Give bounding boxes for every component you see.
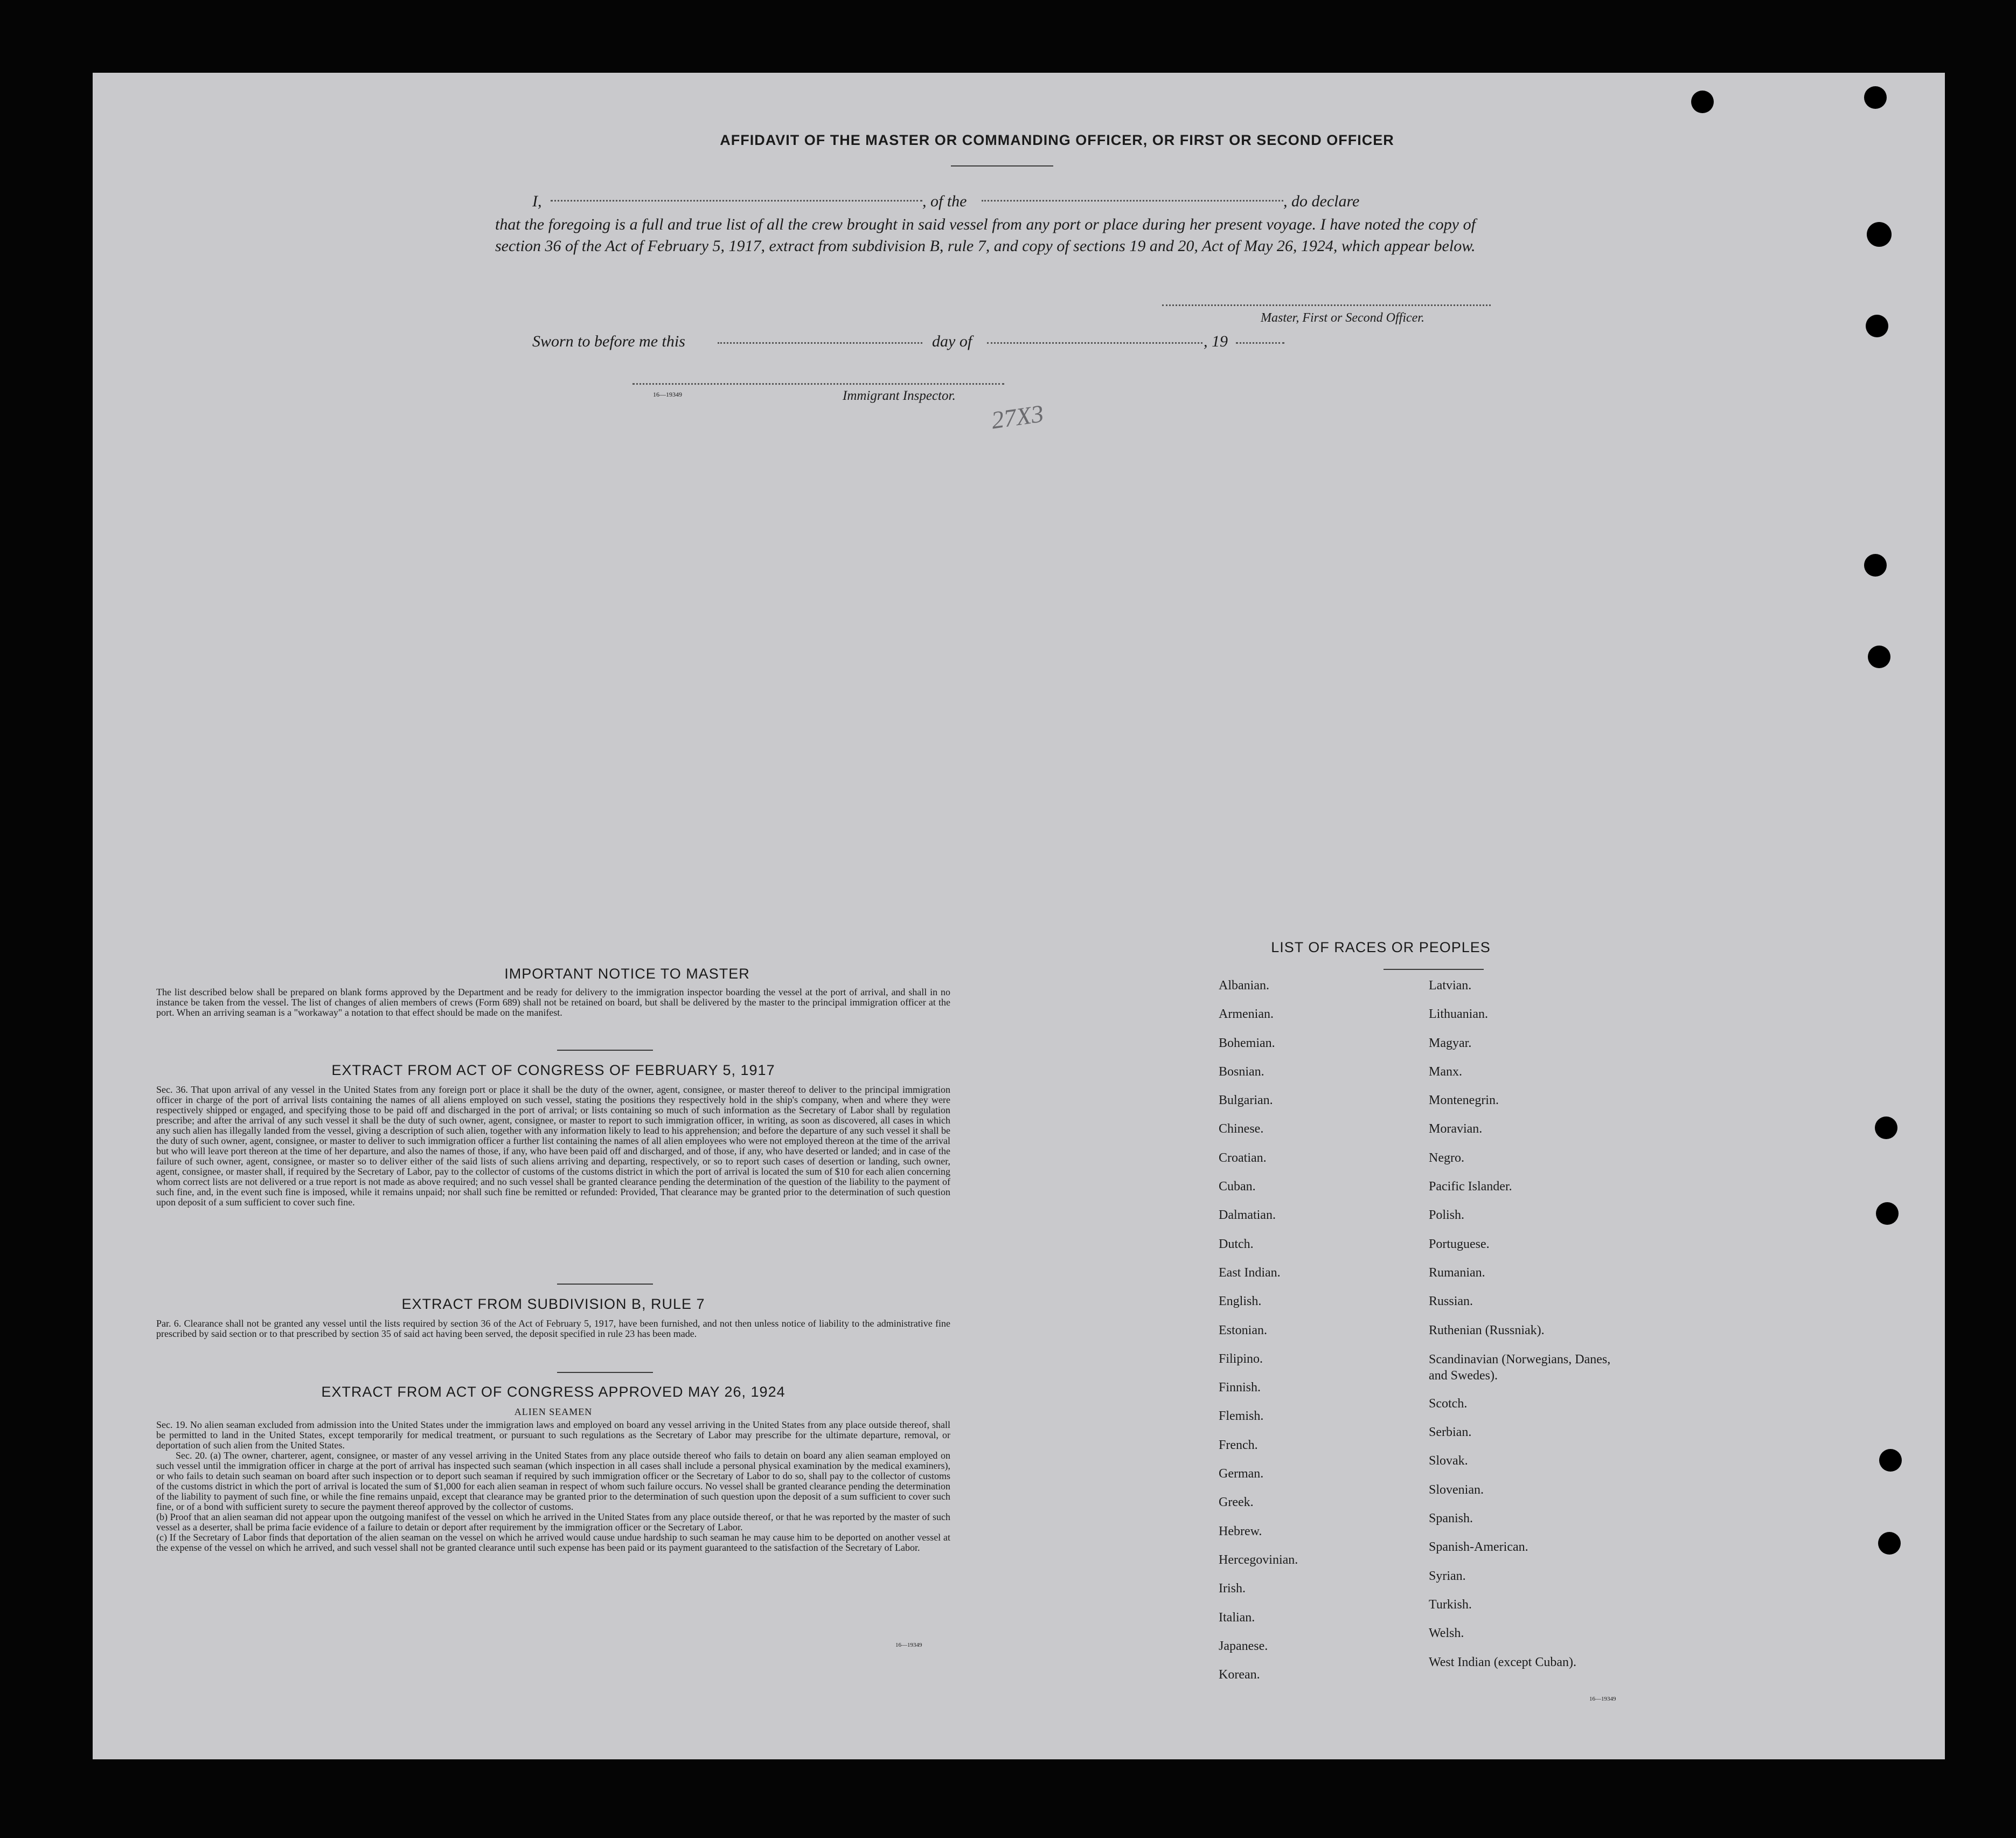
race-item: Montenegrin.: [1429, 1093, 1499, 1108]
punch-hole: [1868, 646, 1890, 668]
race-item: Slovak.: [1429, 1454, 1468, 1468]
race-item: Filipino.: [1219, 1351, 1263, 1366]
race-item: Scotch.: [1429, 1396, 1468, 1411]
extract-1917-title: EXTRACT FROM ACT OF CONGRESS OF FEBRUARY 5, 1917: [331, 1062, 775, 1078]
affidavit-of-the: , of the: [922, 192, 967, 210]
race-item: Armenian.: [1219, 1007, 1274, 1022]
notice-text: The list described below shall be prepared on blank forms approved by the Department and be ready for delivery to the immigration inspector boarding the vessel at the port of arrival, and shall in no instance be taken from the vessel. The list of changes of alien members of crews (Form 689) shall not be retained on board, but shall be delivered by the master to the principal immigration officer at the port. When an arriving seaman is a "workaway" a notation to that effect should be made on the manifest.: [156, 987, 950, 1018]
race-item: Polish.: [1429, 1208, 1465, 1223]
notice-title: IMPORTANT NOTICE TO MASTER: [504, 966, 750, 982]
race-item: Flemish.: [1219, 1409, 1264, 1424]
races-right-column: [1429, 972, 1655, 1677]
master-signature-label: Master, First or Second Officer.: [1261, 311, 1424, 325]
race-item: West Indian (except Cuban).: [1429, 1655, 1576, 1669]
inspector-signature-line: [632, 383, 1004, 385]
race-item: Cuban.: [1219, 1180, 1256, 1194]
races-form-number: 16—19349: [1589, 1696, 1616, 1702]
races-title: LIST OF RACES OR PEOPLES: [1271, 939, 1491, 955]
sworn-year: , 19: [1204, 332, 1228, 350]
race-item: Dalmatian.: [1219, 1208, 1276, 1223]
punch-hole: [1878, 1532, 1901, 1555]
handwritten-note: 27X3: [989, 399, 1046, 434]
affidavit-do-declare: , do declare: [1283, 192, 1360, 210]
rule7-divider: [557, 1372, 653, 1373]
race-item: Welsh.: [1429, 1626, 1464, 1641]
race-item: Lithuanian.: [1429, 1007, 1488, 1022]
race-item: Korean.: [1219, 1668, 1260, 1682]
extract-1924-body: [156, 1420, 950, 1553]
race-item: Pacific Islander.: [1429, 1180, 1512, 1194]
race-item: English.: [1219, 1294, 1262, 1309]
race-item: Bohemian.: [1219, 1036, 1275, 1050]
notice-divider: [557, 1050, 653, 1051]
race-item: Bulgarian.: [1219, 1093, 1273, 1108]
sworn-month-blank: [987, 342, 1202, 344]
rule7-title: EXTRACT FROM SUBDIVISION B, RULE 7: [401, 1296, 705, 1312]
race-item: Syrian.: [1429, 1569, 1466, 1583]
sworn-year-blank: [1236, 342, 1284, 344]
sec20b-text: (b) Proof that an alien seaman did not appear upon the outgoing manifest of the vessel on which he arrived in the United States from any place outside thereof, or that he was reported by the master of such vessel as a deserter, shall be prima facie evidence of a failure to detain or deport after requirement by the immigration officer or the Secretary of Labor.: [156, 1511, 950, 1532]
extract-1917-text: Sec. 36. That upon arrival of any vessel in the United States from any foreign port or place it shall be the duty of the owner, agent, consignee, or master thereof to deliver to the principal immigration officer in charge of the port of arrival lists containing the names of all aliens employed on such vessel, stating the positions they respectively hold in the ship's company, when and where they were respectively shipped or engaged, and specifying those to be paid off and discharged in the port of arrival; or lists containing so much of such information as the Secretary of Labor shall by regulation prescribe; and after the arrival of any such vessel it shall be the duty of such owner, agent, consignee, or master to report to such immigration officer, in writing, as soon as discovered, all cases in which any such alien has illegally landed from the vessel, giving a description of such alien, together with any information likely to lead to his apprehension; and before the departure of any such vessel it shall be the duty of such owner, agent, consignee, or master to deliver to such immigration officer a further list containing the names of all alien employees who were not employed thereon at the time of the arrival but who will leave port thereon at the time of her departure, and also the names of those, if any, who have been paid off and discharged, and of those, if any, who have deserted or landed; and in case of the failure of such owner, agent, consignee, or master so to deliver either of the said lists of such aliens arriving and departing, respectively, or so to report such cases of desertion or landing, such owner, agent, consignee, or master shall, if required by the Secretary of Labor, pay to the collector of customs of the customs district in which the port of arrival is located the sum of $10 for each alien concerning whom correct lists are not delivered or a true report is not made as above required; and no such vessel shall be granted clearance pending the determination of the question of the liability to the payment of such fine, and, in the event such fine is imposed, while it remains unpaid; nor shall such fine be remitted or refunded: Provided, That clearance may be granted prior to the determination of such question upon deposit of a sum sufficient to cover such fine.: [156, 1084, 950, 1208]
extract-1924-title: EXTRACT FROM ACT OF CONGRESS APPROVED MAY 26, 1924: [321, 1384, 785, 1400]
race-item: Russian.: [1429, 1294, 1473, 1309]
punch-hole: [1875, 1116, 1897, 1139]
race-item: Albanian.: [1219, 979, 1269, 993]
races-left-column: [1219, 972, 1418, 1689]
race-item: Dutch.: [1219, 1237, 1254, 1251]
sec20c-text: (c) If the Secretary of Labor finds that deportation of the alien seaman on the vessel on which he arrived would cause undue hardship to such seaman he may cause him to be deported on another vessel at the expense of the vessel on which he arrived, and such vessel shall not be granted clearance until such expense has been paid or its payment guaranteed to the satisfaction of the Secretary of Labor.: [156, 1532, 950, 1553]
sworn-day-of: day of: [932, 332, 972, 350]
punch-hole: [1864, 554, 1887, 577]
affidavit-i: I,: [532, 192, 542, 210]
race-item: Spanish-American.: [1429, 1540, 1528, 1555]
affidavit-form-number: 16—19349: [653, 391, 682, 398]
race-item: Rumanian.: [1429, 1265, 1485, 1280]
race-item: Greek.: [1219, 1495, 1254, 1510]
document-page: [93, 73, 1945, 1759]
race-item: Portuguese.: [1429, 1237, 1490, 1251]
race-item: Finnish.: [1219, 1381, 1261, 1395]
sec19-text: Sec. 19. No alien seaman excluded from admission into the United States under the immigration laws and employed on board any vessel arriving in the United States from any place outside thereof, shall be permitted to land in the United States, except temporarily for medical treatment, or pursuant to such regulations as the Secretary of Labor may prescribe for the ultimate departure, removal, or deportation of such alien from the United States.: [156, 1419, 950, 1451]
sec20a-text: Sec. 20. (a) The owner, charterer, agent, consignee, or master of any vessel arriving in the United States from any place outside thereof who fails to detain on board any alien seaman employed on such vessel until the immigration officer in charge at the port of arrival has inspected such seaman (which inspection in all cases shall include a personal physical examination by the medical examiners), or who fails to detain such seaman on board after such inspection or to deport such seaman if required by such immigration officer or the Secretary of Labor to do so, shall pay to the collector of customs of the customs district in which the port of arrival is located the sum of $1,000 for each alien seaman in respect of whom such failure occurs. No vessel shall be granted clearance pending the determination of the liability to payment of such fine, or while the fine remains unpaid, except that clearance may be granted prior to the determination of such question upon the deposit of a sum sufficient to cover such fine, or of a bond with sufficient surety to secure the payment thereof approved by the collector of customs.: [156, 1450, 950, 1512]
race-item: Bosnian.: [1219, 1064, 1264, 1079]
master-signature-line: [1162, 304, 1491, 306]
race-item: Scandinavian (Norwegians, Danes, and Swedes).: [1429, 1352, 1611, 1383]
race-item: Chinese.: [1219, 1122, 1264, 1136]
punch-hole: [1876, 1202, 1899, 1225]
race-item: East Indian.: [1219, 1265, 1281, 1280]
rule7-text: Par. 6. Clearance shall not be granted any vessel until the lists required by section 36 of the Act of February 5, 1917, have been furnished, and not then unless notice of liability to the administrative fine prescribed by said section or to that prescribed by section 35 of said act having been served, the deposit specified in rule 23 has been made.: [156, 1318, 950, 1339]
race-item: Italian.: [1219, 1610, 1255, 1625]
race-item: German.: [1219, 1467, 1264, 1481]
sworn-day-blank: [718, 342, 922, 344]
vessel-blank: [982, 200, 1283, 202]
race-item: Croatian.: [1219, 1150, 1267, 1165]
race-item: Negro.: [1429, 1150, 1464, 1165]
race-item: Japanese.: [1219, 1639, 1268, 1653]
race-item: French.: [1219, 1438, 1258, 1452]
race-item: Spanish.: [1429, 1511, 1473, 1526]
race-item: Manx.: [1429, 1064, 1462, 1079]
race-item: Serbian.: [1429, 1425, 1472, 1440]
inspector-label: Immigrant Inspector.: [843, 389, 956, 403]
race-item: Irish.: [1219, 1582, 1246, 1596]
race-item: Latvian.: [1429, 979, 1472, 993]
race-item: Hercegovinian.: [1219, 1552, 1298, 1567]
race-item: Hebrew.: [1219, 1524, 1262, 1538]
races-divider: [1384, 969, 1484, 970]
punch-hole: [1879, 1449, 1902, 1472]
title-divider: [951, 165, 1053, 167]
name-blank: [551, 200, 922, 202]
punch-hole: [1691, 91, 1714, 113]
race-item: Moravian.: [1429, 1122, 1483, 1136]
sworn-prefix: Sworn to before me this: [532, 332, 685, 350]
race-item: Slovenian.: [1429, 1482, 1484, 1497]
race-item: Ruthenian (Russniak).: [1429, 1323, 1545, 1337]
affidavit-body: that the foregoing is a full and true list of all the crew brought in said vessel from any port or place during her present voyage. I have noted the copy of section 36 of the Act of February 5, 1917, extract from subdivision B, rule 7, and copy of sections 19 and 20, Act of May 26, 1924, which appear below.: [495, 216, 1476, 255]
race-item: Magyar.: [1429, 1036, 1472, 1050]
extract-1917-divider: [557, 1284, 653, 1285]
extract-form-number: 16—19349: [895, 1642, 922, 1648]
affidavit-title: AFFIDAVIT OF THE MASTER OR COMMANDING OFFICER, OR FIRST OR SECOND OFFICER: [720, 132, 1394, 148]
punch-hole: [1864, 86, 1887, 109]
extract-1924-subtitle: ALIEN SEAMEN: [514, 1406, 593, 1417]
race-item: Turkish.: [1429, 1597, 1472, 1612]
punch-hole: [1867, 222, 1892, 247]
punch-hole: [1866, 315, 1888, 337]
race-item: Estonian.: [1219, 1323, 1267, 1337]
